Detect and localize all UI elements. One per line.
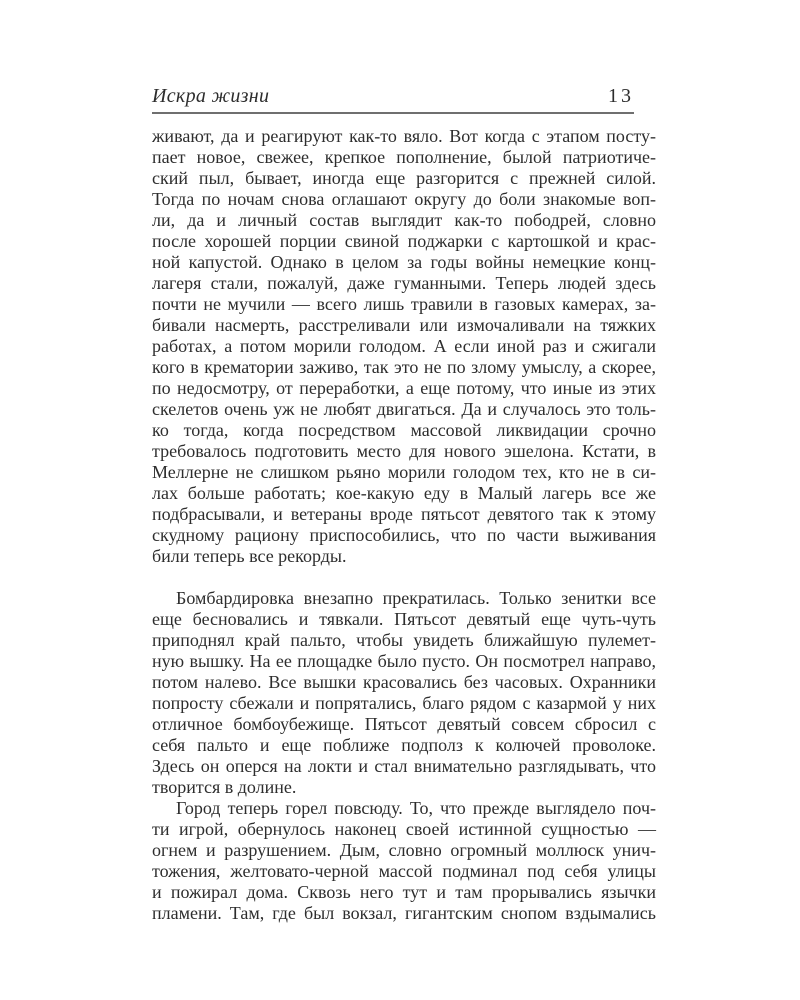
text-line: били теперь все рекорды. <box>152 546 347 566</box>
text-line: тожения, желтовато-черной массой подминал под себя улицы <box>152 861 656 881</box>
page-text <box>152 126 656 924</box>
text-line: творится в долине. <box>152 777 297 797</box>
text-line: лагеря стали, пожалуй, даже гуманными. Теперь людей здесь <box>152 273 656 293</box>
running-header <box>152 85 634 107</box>
text-line: приподнял край пальто, чтобы увидеть ближайшую пулемет- <box>152 630 656 650</box>
text-line: лах больше работать; кое-какую еду в Малый лагерь все же <box>152 483 656 503</box>
text-line: Город теперь горел повсюду. То, что прежде выглядело поч- <box>176 798 656 818</box>
text-line: почти не мучили — всего лишь травили в газовых камерах, за- <box>152 294 656 314</box>
text-line: ли, да и личный состав выглядит как-то пободрей, словно <box>152 210 656 230</box>
text-line: ти игрой, обернулось наконец своей истинной сущностью — <box>152 819 656 839</box>
text-line: работах, а потом морили голодом. А если иной раз и сжигали <box>152 336 656 356</box>
text-line: ский пыл, бывает, иногда еще разгорится с прежней силой. <box>152 168 656 188</box>
text-line: Тогда по ночам снова оглашают округу до боли знакомые воп- <box>152 189 656 209</box>
text-line: попросту сбежали и попрятались, благо рядом с казармой у них <box>152 693 656 713</box>
text-line: и пожирал дома. Сквозь него тут и там прорывались язычки <box>152 882 656 902</box>
text-line: отличное бомбоубежище. Пятьсот девятый совсем сбросил с <box>152 714 656 734</box>
text-line: кого в крематории заживо, так это не по злому умыслу, а скорее, <box>152 357 656 377</box>
text-line: Бомбардировка внезапно прекратилась. Только зенитки все <box>176 588 656 608</box>
text-line: себя пальто и еще поближе подполз к колючей проволоке. <box>152 735 656 755</box>
text-line: после хорошей порции свиной поджарки с картошкой и крас- <box>152 231 656 251</box>
text-line: ко тогда, когда посредством массовой ликвидации срочно <box>152 420 656 440</box>
text-line: ную вышку. На ее площадке было пусто. Он посмотрел направо, <box>152 651 656 671</box>
header-rule <box>152 112 634 114</box>
text-line: бивали насмерть, расстреливали или измочаливали на тяжких <box>152 315 656 335</box>
text-line: пламени. Там, где был вокзал, гигантским снопом вздымались <box>152 903 656 923</box>
text-line: по недосмотру, от переработки, а еще потому, что иные из этих <box>152 378 656 398</box>
paragraph-gap <box>152 567 656 588</box>
text-line: ной капустой. Однако в целом за годы войны немецкие конц- <box>152 252 656 272</box>
text-line: еще бесновались и тявкали. Пятьсот девятый еще чуть-чуть <box>152 609 656 629</box>
text-line: потом налево. Все вышки красовались без часовых. Охранники <box>152 672 656 692</box>
page-number: 13 <box>608 85 634 107</box>
text-line: огнем и разрушением. Дым, словно огромный моллюск унич- <box>152 840 656 860</box>
running-header-title: Искра жизни <box>152 85 270 107</box>
text-line: требовалось подготовить место для нового эшелона. Кстати, в <box>152 441 656 461</box>
text-line: скелетов очень уж не любят двигаться. Да и случалось это толь- <box>152 399 656 419</box>
text-line: пает новое, свежее, крепкое пополнение, былой патриотиче- <box>152 147 656 167</box>
text-line: Меллерне не слишком рьяно морили голодом тех, кто не в си- <box>152 462 656 482</box>
text-line: Здесь он оперся на локти и стал внимательно разглядывать, что <box>152 756 656 776</box>
text-line: подбрасывали, и ветераны вроде пятьсот девятого так к этому <box>152 504 656 524</box>
text-line: живают, да и реагируют как-то вяло. Вот когда с этапом посту- <box>152 126 656 146</box>
text-block <box>152 85 656 924</box>
text-line: скудному рациону приспособились, что по части выживания <box>152 525 656 545</box>
